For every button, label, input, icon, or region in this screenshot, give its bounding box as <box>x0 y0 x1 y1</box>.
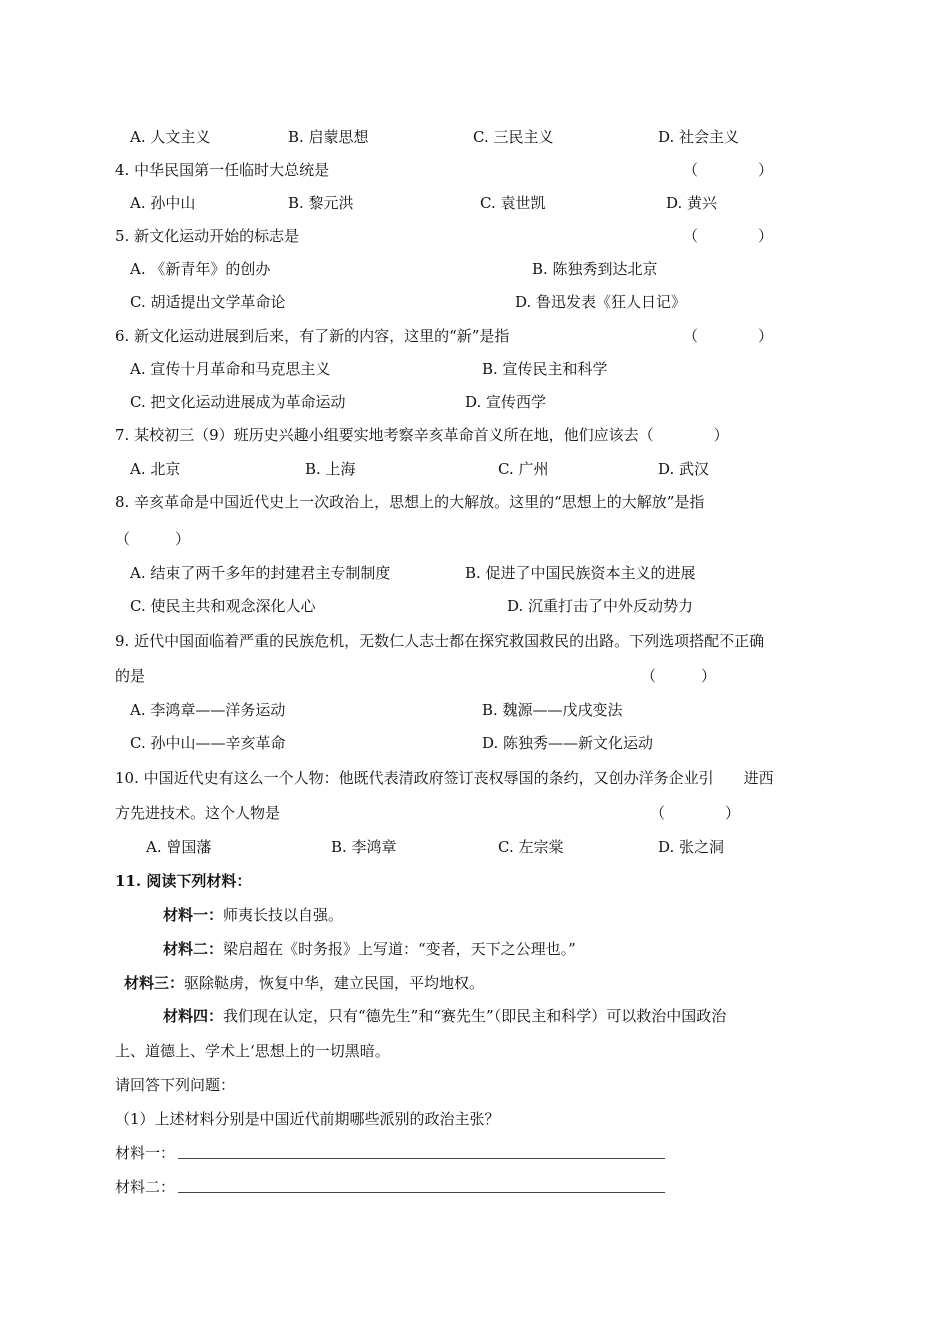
q10-option-a: A. 曾国藩 <box>146 838 212 856</box>
material-3 <box>124 973 484 993</box>
q8-option-a: A. 结束了两千多年的封建君主专制制度 <box>130 564 391 582</box>
q3-option-c: C. 三民主义 <box>473 128 554 146</box>
material-2 <box>163 939 576 959</box>
q4-option-c: C. 袁世凯 <box>480 194 546 212</box>
material-4-label: 材料四： <box>163 1007 224 1025</box>
q5-stem: 5. 新文化运动开始的标志是 <box>115 227 300 245</box>
q4-answer-paren: （ ） <box>683 161 774 179</box>
material-4-cont: 上、道德上、学术上‘思想上的一切黑暗。 <box>115 1042 390 1060</box>
q9-stem-cont: 的是 <box>115 667 146 685</box>
q8-stem: 8. 辛亥革命是中国近代史上一次政治上，思想上的大解放。这里的“思想上的大解放”是指 <box>115 493 705 511</box>
material-4 <box>163 1006 726 1026</box>
q5-option-d: D. 鲁迅发表《狂人日记》 <box>515 293 687 311</box>
q10-option-b: B. 李鸿章 <box>331 838 397 856</box>
q9-option-d: D. 陈独秀——新文化运动 <box>482 734 654 752</box>
q9-option-a: A. 李鸿章——洋务运动 <box>130 701 286 719</box>
q6-answer-paren: （ ） <box>683 327 774 345</box>
material-1-text: 师夷长技以自强。 <box>223 906 344 924</box>
answer-1-label: 材料一： <box>115 1144 176 1162</box>
q10-stem-cont: 方先进技术。这个人物是 <box>115 804 281 822</box>
q5-answer-paren: （ ） <box>683 227 774 245</box>
answer-2-blank[interactable] <box>178 1192 665 1193</box>
q7-option-a: A. 北京 <box>130 460 181 478</box>
q8-option-d: D. 沉重打击了中外反动势力 <box>507 597 694 615</box>
q6-option-d: D. 宣传西学 <box>465 393 547 411</box>
q9-stem: 9. 近代中国面临着严重的民族危机，无数仁人志士都在探究救国救民的出路。下列选项搭配不正确 <box>115 632 765 650</box>
answer-2-label: 材料二： <box>115 1178 176 1196</box>
q4-option-d: D. 黄兴 <box>666 194 718 212</box>
q10-option-c: C. 左宗棠 <box>498 838 564 856</box>
q3-option-b: B. 启蒙思想 <box>288 128 369 146</box>
q3-option-a: A. 人文主义 <box>130 128 211 146</box>
q11-subquestion-1: （1）上述材料分别是中国近代前期哪些派别的政治主张？ <box>115 1110 500 1128</box>
material-2-text: 梁启超在《时务报》上写道：“变者，天下之公理也。” <box>223 940 576 958</box>
material-1-label: 材料一： <box>163 906 224 924</box>
q7-option-d: D. 武汉 <box>658 460 710 478</box>
q5-option-b: B. 陈独秀到达北京 <box>532 260 658 278</box>
q4-option-a: A. 孙中山 <box>130 194 196 212</box>
material-4-text: 我们现在认定，只有“德先生”和“赛先生”（即民主和科学）可以救治中国政治 <box>223 1007 727 1025</box>
material-3-label: 材料三： <box>124 974 185 992</box>
q8-option-b: B. 促进了中国民族资本主义的进展 <box>465 564 696 582</box>
q7-stem: 7. 某校初三（9）班历史兴趣小组要实地考察辛亥革命首义所在地，他们应该去（ ） <box>115 426 729 444</box>
q10-option-d: D. 张之洞 <box>658 838 725 856</box>
q10-answer-paren: （ ） <box>650 804 741 822</box>
q4-stem: 4. 中华民国第一任临时大总统是 <box>115 161 330 179</box>
answer-1-blank[interactable] <box>178 1158 665 1159</box>
q9-option-c: C. 孙中山——辛亥革命 <box>130 734 286 752</box>
q11-prompt: 请回答下列问题： <box>115 1076 236 1094</box>
material-1 <box>163 905 343 925</box>
q5-option-c: C. 胡适提出文学革命论 <box>130 293 286 311</box>
q9-option-b: B. 魏源——戊戌变法 <box>482 701 623 719</box>
q4-option-b: B. 黎元洪 <box>288 194 354 212</box>
q6-option-c: C. 把文化运动进展成为革命运动 <box>130 393 346 411</box>
q6-option-a: A. 宣传十月革命和马克思主义 <box>130 360 331 378</box>
q7-option-c: C. 广州 <box>498 460 549 478</box>
q10-stem: 10. 中国近代史有这么一个人物：他既代表清政府签订丧权辱国的条约，又创办洋务企业引 进西 <box>115 769 774 787</box>
q3-option-d: D. 社会主义 <box>658 128 740 146</box>
q7-option-b: B. 上海 <box>305 460 356 478</box>
q5-option-a: A. 《新青年》的创办 <box>130 260 271 278</box>
material-3-text: 驱除鞑虏，恢复中华，建立民国，平均地权。 <box>184 974 485 992</box>
q6-stem: 6. 新文化运动进展到后来，有了新的内容，这里的“新”是指 <box>115 327 510 345</box>
material-2-label: 材料二： <box>163 940 224 958</box>
q11-stem: 11. 阅读下列材料： <box>115 872 252 890</box>
q8-answer-paren: （ ） <box>115 530 191 548</box>
q8-option-c: C. 使民主共和观念深化人心 <box>130 597 316 615</box>
q9-answer-paren: （ ） <box>641 667 717 685</box>
q6-option-b: B. 宣传民主和科学 <box>482 360 608 378</box>
